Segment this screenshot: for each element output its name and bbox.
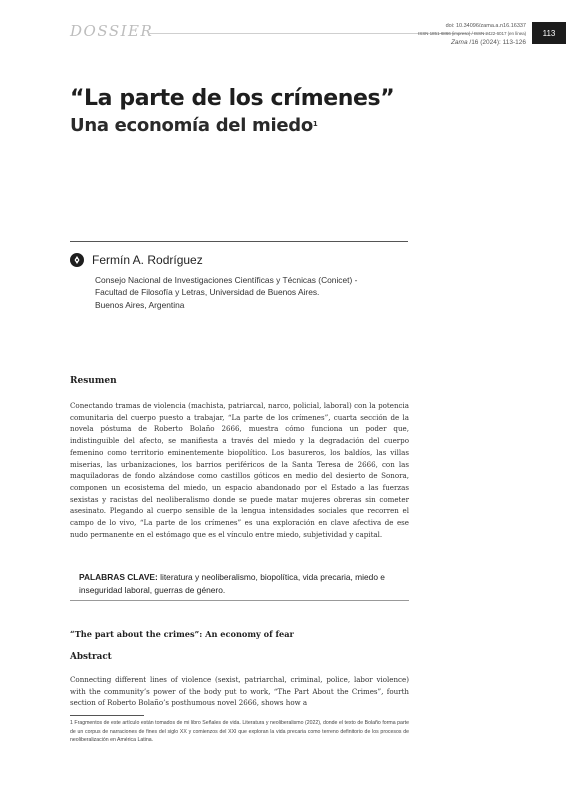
keywords-rule xyxy=(70,600,409,601)
journal-name: Zama xyxy=(450,39,468,46)
resumen-heading: Resumen xyxy=(70,376,117,386)
footnote-ref[interactable]: 1 xyxy=(312,120,318,128)
pen-nib-icon xyxy=(72,255,82,265)
keywords-label: PALABRAS CLAVE: xyxy=(79,572,158,582)
abstract-heading: Abstract xyxy=(70,652,112,662)
running-header xyxy=(70,22,566,46)
author-rule xyxy=(70,241,408,242)
author-affiliation xyxy=(95,274,410,311)
author-name: Fermín A. Rodríguez xyxy=(92,253,203,267)
keywords-text: literatura y neoliberalismo, biopolítica, vida precaria, miedo e inseguridad laboral, guerras de género. xyxy=(79,572,385,595)
footnote: 1 Fragmentos de este artículo están tomados de mi libro Señales de vida. Literatura y neoliberalismo (2022), donde el texto de Bolaño forma parte de un corpus de narraciones de fines del siglo XX y comienzos del XXI que exploran la vida precaria como terreno definitorio de los procesos de neoliberalización en América Latina. xyxy=(70,720,409,744)
affiliation-line: Buenos Aires, Argentina xyxy=(95,299,185,310)
article-title: “La parte de los crímenes” xyxy=(70,86,395,111)
page-number-badge: 113 xyxy=(532,22,566,44)
affiliation-line: Facultad de Filosofía y Letras, Universidad de Buenos Aires. xyxy=(95,287,320,298)
keywords xyxy=(79,571,409,596)
english-title: “The part about the crimes”: An economy of fear xyxy=(70,629,294,639)
citation-meta xyxy=(418,22,526,47)
citation-volume-pages: /16 (2024): 113-126 xyxy=(467,39,526,46)
resumen-body: Conectando tramas de violencia (machista, patriarcal, narco, policial, laboral) con la potencia comunitaria del cuerpo puesto a trabajar, “La parte de los crímenes”, cuarta sección de la novela póstuma de Roberto Bolaño 2666, muestra cómo funciona un poder que, indistinguible del afecto, se manifiesta a través del miedo y la degradación del cuerpo femenino como territorio eminentemente biopolítico. Los basureros, los baldíos, las villas miserias, las urbanizaciones, los barrios periféricos de la Santa Teresa de 2666, con las maquiladoras de fondo alzándose como castillos góticos en medio del desierto de Sonora, componen un ecosistema del miedo, un espacio abandonado por el Estado a las fuerzas sexistas y racistas del neoliberalismo donde se puede matar mujeres obreras sin cometer asesinato. Plegando al cuerpo sensible de la lengua intensidades sociales que recorren el campo de lo vivo, “La parte de los crímenes” es una exploración en clave afectiva de ese nudo permanente en el estómago que es el vínculo entre miedo, subjetividad y capital. xyxy=(70,401,409,539)
affiliation-line: Consejo Nacional de Investigaciones Científicas y Técnicas (Conicet) - xyxy=(95,275,358,285)
footnote-rule xyxy=(70,715,144,716)
issn-text: ISSN 1851-6866 (impreso) / ISSN 2422-6017 (en línea) xyxy=(418,31,526,36)
doi-link[interactable]: doi: 10.34096/zama.a.n16.16337 xyxy=(445,23,526,29)
orcid-icon[interactable] xyxy=(70,253,84,267)
article-subtitle xyxy=(70,115,318,136)
subtitle-text: Una economía del miedo xyxy=(70,115,313,136)
journal-citation xyxy=(418,39,526,47)
abstract-body: Connecting different lines of violence (sexist, patriarchal, criminal, police, labor violence) with the community’s power of the body put to work, “The Part About the Crimes”, fourth section of Roberto Bolaño’s posthumous novel 2666, shows how a xyxy=(70,675,409,708)
section-label: DOSSIER xyxy=(70,22,154,40)
